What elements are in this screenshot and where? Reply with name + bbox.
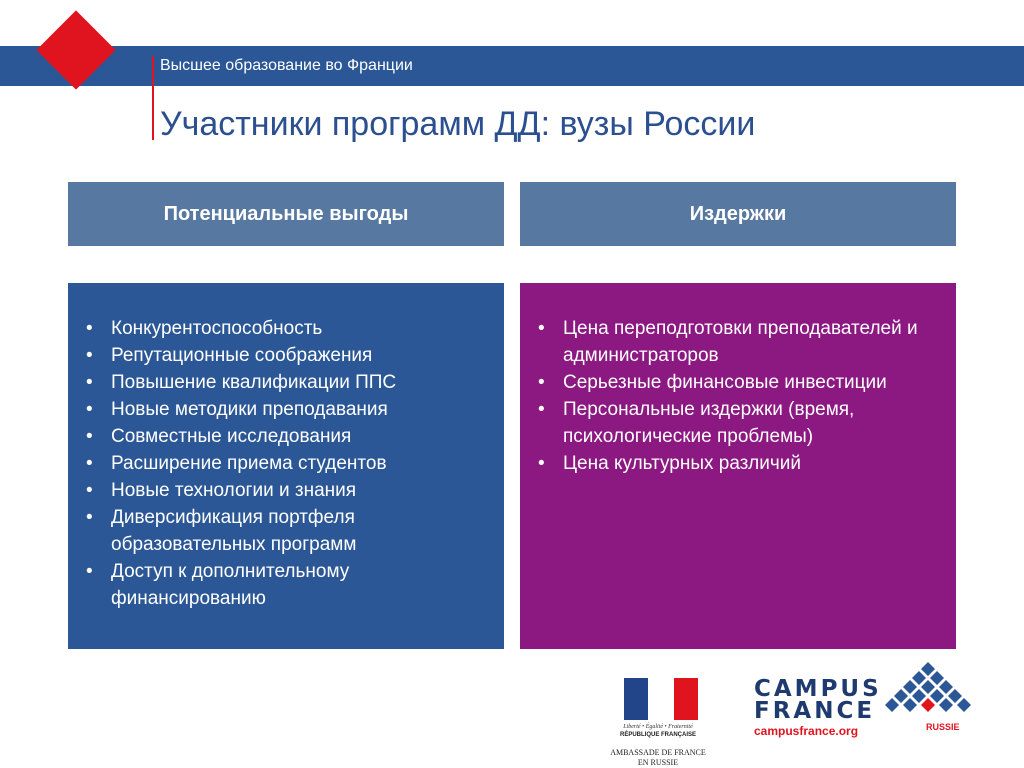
ambassade-line2: EN RUSSIE [637, 758, 679, 767]
cost-item: • Серьезные финансовые инвестиции [532, 369, 936, 396]
benefit-item: • Новые методики преподавания [80, 396, 484, 423]
ambassade-caption [596, 748, 720, 768]
cost-item: • Персональные издержки (время, психологические проблемы) [532, 396, 936, 450]
benefits-header [68, 182, 504, 246]
benefit-item: • Расширение приема студентов [80, 450, 484, 477]
ambassade-logo [596, 668, 720, 768]
benefits-panel [68, 283, 504, 649]
marianne-flag-icon [624, 678, 698, 720]
ambassade-republique: RÉPUBLIQUE FRANÇAISE [619, 732, 696, 738]
campus-logo-url: campusfrance.org [754, 724, 859, 738]
ambassade-motto: Liberté • Égalité • Fraternité [623, 724, 693, 730]
campus-logo-country: RUSSIE [926, 722, 960, 732]
benefit-item: • Доступ к дополнительному финансированию [80, 558, 484, 612]
benefit-item: • Новые технологии и знания [80, 477, 484, 504]
costs-header [520, 182, 956, 246]
costs-header-label: Издержки [689, 202, 787, 225]
costs-panel [520, 283, 956, 649]
cost-item: • Цена переподготовки преподавателей и администраторов [532, 315, 936, 369]
benefit-item: • Диверсификация портфеля образовательных программ [80, 504, 484, 558]
campus-france-logo [750, 662, 980, 742]
benefit-item: • Репутационные соображения [80, 342, 484, 369]
section-title: Высшее образование во Франции [160, 57, 413, 74]
campus-logo-line2: FRANCE [754, 698, 876, 724]
benefits-header-label: Потенциальные выгоды [163, 202, 409, 225]
costs-list [532, 315, 936, 477]
cost-item: • Цена культурных различий [532, 450, 936, 477]
red-divider-line [152, 56, 154, 140]
campus-diamond-grid-icon [878, 662, 978, 724]
benefit-item: • Конкурентоспособность [80, 315, 484, 342]
benefit-item: • Совместные исследования [80, 423, 484, 450]
benefits-list [80, 315, 484, 612]
slide-title: Участники программ ДД: вузы России [160, 105, 756, 143]
benefit-item: • Повышение квалификации ППС [80, 369, 484, 396]
campus-logo-line1: CAMPUS [754, 676, 882, 702]
ambassade-line1: AMBASSADE DE FRANCE [610, 748, 706, 757]
